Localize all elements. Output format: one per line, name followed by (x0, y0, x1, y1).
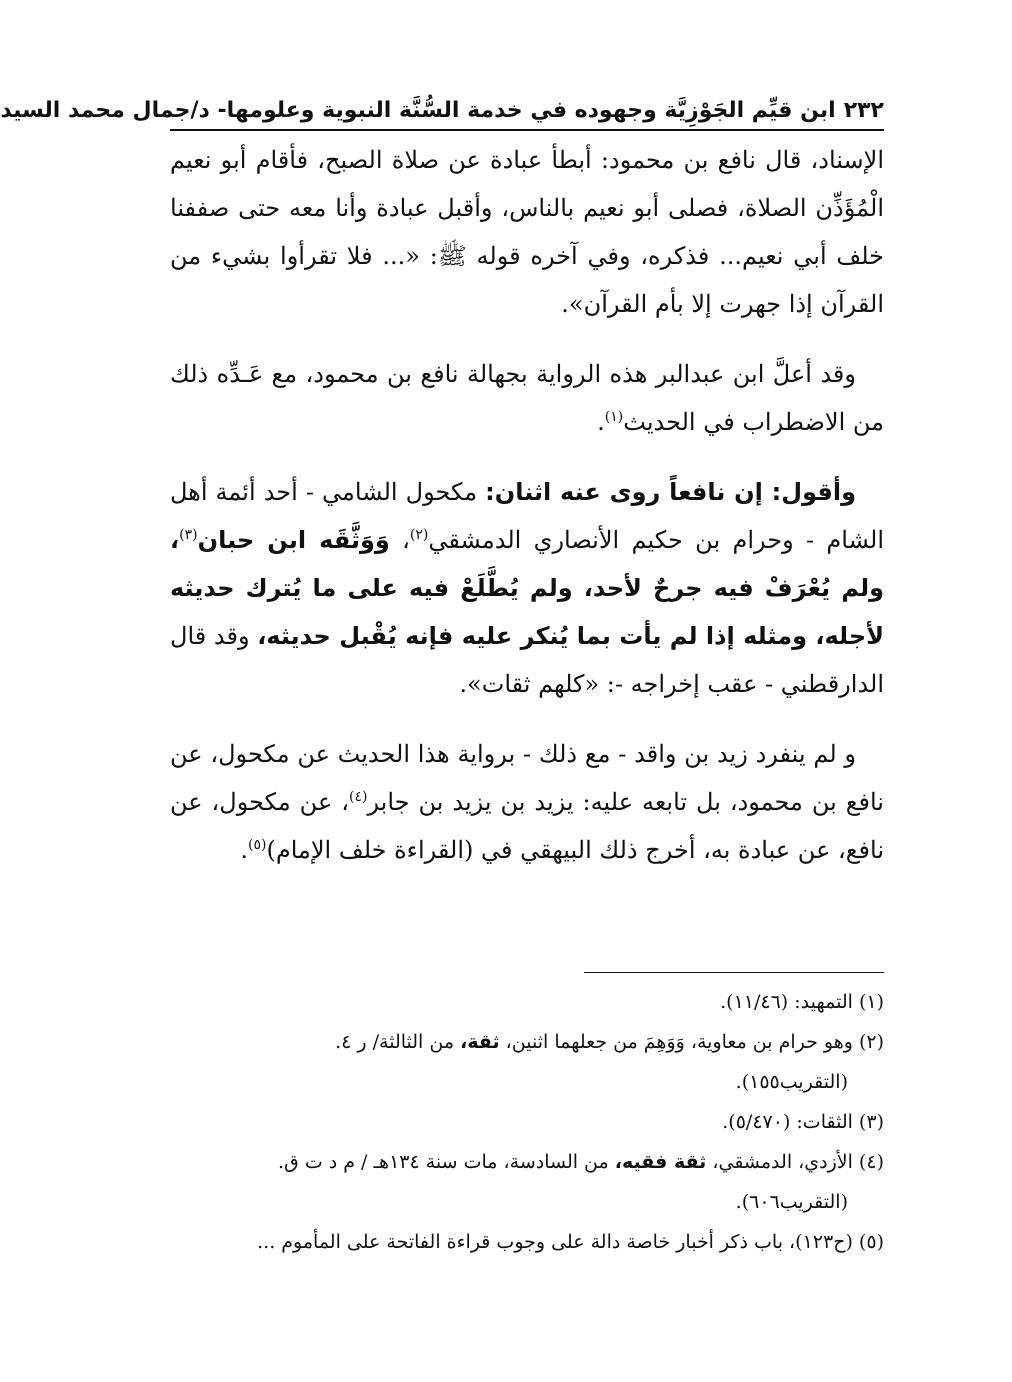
paragraph-3-bold-conclusion: ، ولم يُعْرَفْ فيه جرحٌ لأحد، ولم يُطَّلَعْ فيه على ما يُترك حديثه لأجله، ومثله إذا لم يأت بما يُنكر عليه فإنه يُقْبل حديثه، (170, 526, 885, 650)
footnote-ref-5: (٥) (248, 837, 267, 853)
header-rule (170, 129, 884, 131)
main-text (170, 136, 884, 896)
footnote-4-text-b: من السادسة، مات سنة ١٣٤هـ / م د ت ق. (278, 1151, 615, 1173)
footnote-ref-1: (١) (604, 409, 624, 425)
footnote-4-text-a: (٤) الأزدي، الدمشقي، (706, 1151, 884, 1173)
footnote-2-text-b: من الثالثة/ ر ٤. (335, 1031, 461, 1053)
paragraph-3-text-a: مكحول الشامي - أحد أئمة أهل الشام - وحرام بن حكيم الأنصاري الدمشقي (170, 478, 884, 554)
footnotes (170, 984, 884, 1264)
page-number: ٢٣٢ (843, 97, 884, 123)
paragraph-3-text-c: وقد قال الدارقطني - عقب إخراجه -: «كلهم ثقات». (170, 622, 884, 698)
footnote-2-source: (التقريب١٥٥). (735, 1071, 848, 1093)
footnote-2-bold: ثقة، (460, 1031, 500, 1053)
paragraph-2-text: وقد أعلَّ ابن عبدالبر هذه الرواية بجهالة نافع بن محمود، مع عَـدِّه ذلك من الاضطراب في الحديث (170, 360, 884, 436)
paragraph-4 (170, 730, 884, 874)
footnote-4-bold: ثقة فقيه، (614, 1151, 707, 1173)
paragraph-1 (170, 136, 884, 328)
footnote-separator (584, 972, 884, 973)
footnote-2 (170, 1024, 884, 1060)
paragraph-2 (170, 350, 884, 446)
footnote-ref-3: (٣) (179, 527, 198, 543)
paragraph-2-end: . (597, 408, 605, 436)
paragraph-3-comma: ، (389, 526, 410, 554)
paragraph-4-text-a: و لم ينفرد زيد بن واقد - مع ذلك - برواية هذا الحديث عن مكحول، عن نافع بن محمود، بل تابعه عليه: يزيد بن يزيد بن جابر (170, 740, 884, 816)
footnote-1: (١) التمهيد: (١١/٤٦). (720, 991, 884, 1013)
footnote-4-source: (التقريب٦٠٦). (735, 1191, 848, 1213)
footnote-3: (٣) الثقات: (٥/٤٧٠). (722, 1111, 884, 1133)
paragraph-4-text-b: ، عن مكحول، عن نافع، عن عبادة به، أخرج ذلك البيهقي في (القراءة خلف الإمام) (170, 788, 884, 864)
footnote-2-text-a: (٢) وهو حرام بن معاوية، وَوَهِمَ من جعلهما اثنين، (499, 1031, 884, 1053)
paragraph-3-bold-ibn-hibban: وَوَثَّقَه ابن حبان (197, 526, 390, 554)
paragraph-3 (170, 468, 884, 708)
paragraph-4-end: . (240, 836, 248, 864)
footnote-4 (170, 1144, 884, 1180)
footnote-5: (٥) (ح١٢٣)، باب ذكر أخبار خاصة دالة على وجوب قراءة الفاتحة على المأموم ... (257, 1231, 884, 1253)
book-title: ابن قيِّم الجَوْزِيَّة وجهوده في خدمة السُّنَّة النبوية وعلومها- د/جمال محمد السيد (0, 97, 836, 123)
running-header (0, 92, 884, 128)
footnote-ref-4: (٤) (348, 789, 368, 805)
paragraph-1-text: الإسناد، قال نافع بن محمود: أبطأ عبادة عن صلاة الصبح، فأقام أبو نعيم الْمُؤَذِّن الصلاة، فصلى أبو نعيم بالناس، وأقبل عبادة وأنا معه حتى صففنا خلف أبي نعيم... فذكره، وفي آخره قوله ﷺ: «... فلا تقرأوا بشيء من القرآن إذا جهرت إلا بأم القرآن». (170, 146, 884, 318)
footnote-ref-2: (٢) (409, 527, 429, 543)
paragraph-3-bold-opening: وأقول: إن نافعاً روى عنه اثنان: (485, 478, 856, 506)
